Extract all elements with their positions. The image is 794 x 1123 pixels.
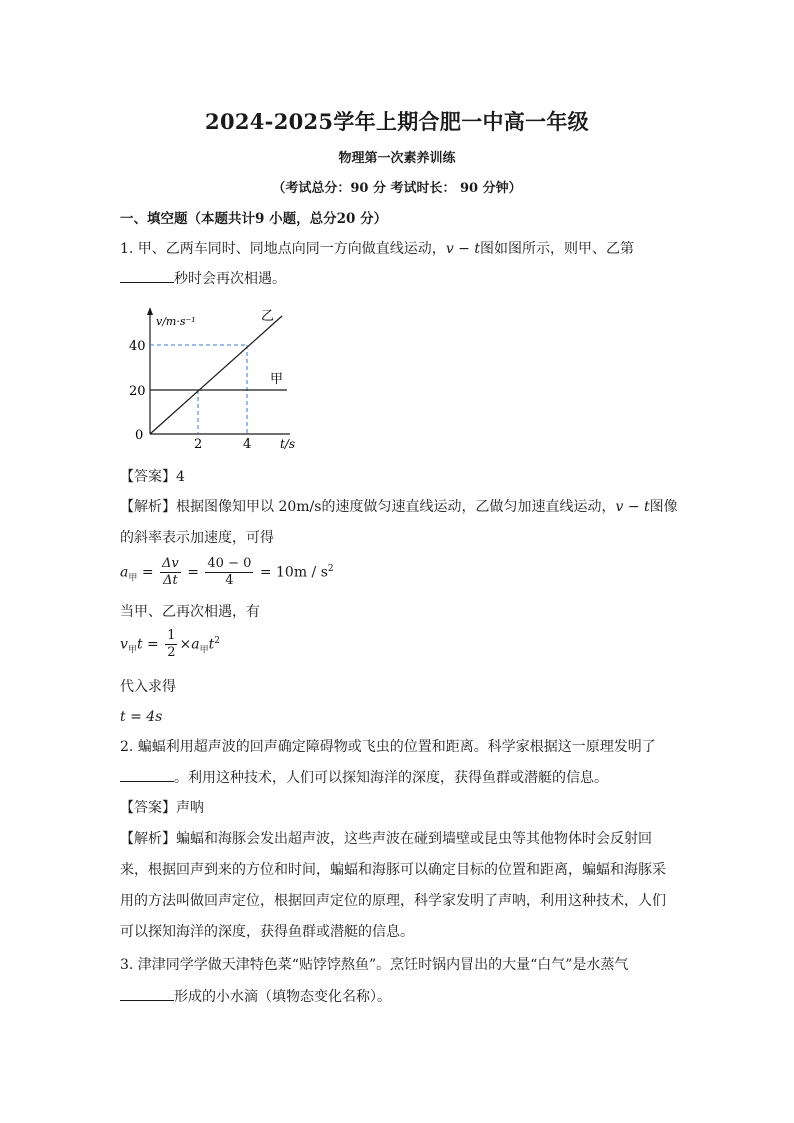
eq1-den1: Δt <box>163 573 178 588</box>
q1-vt-symbol: v − t <box>445 241 480 257</box>
q2-answer-blank <box>120 767 174 782</box>
eq2-sub: 甲 <box>127 645 137 656</box>
graph-ytick-40: 40 <box>129 339 146 354</box>
graph-label-jia: 甲 <box>270 372 284 387</box>
graph-label-yi: 乙 <box>261 309 275 324</box>
line-yi <box>150 316 282 434</box>
q1-equation-1 <box>120 556 334 589</box>
q2-answer-tag: 【答案】 <box>120 800 176 816</box>
graph-xtick-4: 4 <box>243 437 252 452</box>
eq1-sub: 甲 <box>128 573 138 584</box>
vt-graph <box>120 300 320 460</box>
eq2-num: 1 <box>167 628 176 643</box>
q1-stem-line1 <box>120 239 634 259</box>
eq2-t2: t <box>208 636 215 653</box>
q1-answer-blank <box>120 268 174 283</box>
eq1-frac2 <box>205 556 253 589</box>
eq1-den2: 4 <box>225 573 234 588</box>
document-subtitle: 物理第一次素养训练 <box>338 151 456 166</box>
graph-origin: 0 <box>135 428 144 443</box>
eq2-times: × <box>179 636 192 653</box>
q3-stem-line1: 3. 津津同学学做天津特色菜“贴饽饽熬鱼”。烹饪时锅内冒出的大量“白气”是水蒸气 <box>120 957 629 973</box>
graph-xlabel: t/s <box>280 437 296 451</box>
q2-answer-line <box>120 798 204 818</box>
q1-analysis-line2: 的斜率表示加速度，可得 <box>120 530 274 546</box>
graph-y-arrow <box>147 307 153 315</box>
q1-meet-text: 当甲、乙再次相遇，有 <box>120 604 260 620</box>
q2-analysis-line3: 用的方法叫做回声定位，根据回声定位的原理，科学家发明了声呐，利用这种技术，人们 <box>120 893 666 909</box>
graph-ylabel: v/m·s⁻¹ <box>156 315 196 328</box>
eq2-v: v <box>120 636 128 653</box>
q2-analysis-line2: 来，根据回声到来的方位和时间，蝙蝠和海豚可以确定目标的位置和距离，蝙蝠和海豚采 <box>120 862 666 878</box>
eq2-den: 2 <box>167 645 176 660</box>
q1-answer-line <box>120 467 185 487</box>
q1-equation-3: t = 4s <box>120 709 163 725</box>
section-heading: 一、填空题（本题共计9 小题，总分20 分） <box>120 211 388 227</box>
q3-stem-line2 <box>120 986 391 1007</box>
eq1-rhs: = 10m / s <box>259 564 328 581</box>
eq1-frac1 <box>160 556 181 589</box>
exam-info: （考试总分：90 分 考试时长： 90 分钟） <box>272 181 522 196</box>
eq2-asub: 甲 <box>199 645 209 656</box>
q1-analysis-a: 根据图像知甲以 20m/s的速度做匀速直线运动，乙做匀加速直线运动， <box>176 499 616 515</box>
eq2-a: a <box>191 636 200 653</box>
q1-sub-text: 代入求得 <box>120 679 176 695</box>
eq1-num1: Δv <box>162 556 179 571</box>
q1-analysis-tag: 【解析】 <box>120 499 176 515</box>
q2-stem-line1: 2. 蝙蝠利用超声波的回声确定障碍物或飞虫的位置和距离。科学家根据这一原理发明了 <box>120 739 656 755</box>
eq1-num2: 40 − 0 <box>207 556 252 571</box>
q2-stem-b: 。利用这种技术，人们可以探知海洋的深度，获得鱼群或潜艇的信息。 <box>174 770 608 786</box>
q2-analysis-tag: 【解析】 <box>120 831 176 847</box>
graph-ytick-20: 20 <box>129 384 146 399</box>
eq1-eq2: = <box>187 564 199 581</box>
q1-stem-a: 1. 甲、乙两车同时、同地点向同一方向做直线运动， <box>120 241 446 257</box>
q1-equation-2 <box>120 628 220 661</box>
eq2-sup: 2 <box>214 635 220 646</box>
document-title: 2024-2025学年上期合肥一中高一年级 <box>205 109 589 134</box>
eq2-frac <box>165 628 177 661</box>
graph-xtick-2: 2 <box>194 437 203 452</box>
q1-analysis-vt: v − t <box>615 499 650 515</box>
q1-answer: 4 <box>176 469 185 485</box>
q1-analysis-line1 <box>120 497 678 517</box>
q3-stem-b: 形成的小水滴（填物态变化名称）。 <box>174 989 391 1005</box>
q1-stem-b: 图如图所示，则甲、乙第 <box>479 241 634 257</box>
q1-answer-tag: 【答案】 <box>120 469 176 485</box>
q1-stem-c: 秒时会再次相遇。 <box>174 271 286 287</box>
eq1-lhs: a <box>120 564 129 581</box>
q2-analysis-line4: 可以探知海洋的深度，获得鱼群或潜艇的信息。 <box>120 924 414 940</box>
q2-analysis-line1 <box>120 829 652 849</box>
q1-stem-line2 <box>120 268 286 289</box>
q1-analysis-b: 图像 <box>649 499 678 515</box>
eq1-eq1: = <box>141 564 154 581</box>
eq1-rhs-sup: 2 <box>327 563 334 574</box>
q2-stem-line2 <box>120 767 608 788</box>
q3-answer-blank <box>120 986 174 1001</box>
eq2-t: t = <box>136 636 159 653</box>
q2-analysis-1: 蝙蝠和海豚会发出超声波，这些声波在碰到墙壁或昆虫等其他物体时会反射回 <box>176 831 652 847</box>
q2-answer: 声呐 <box>176 800 204 816</box>
